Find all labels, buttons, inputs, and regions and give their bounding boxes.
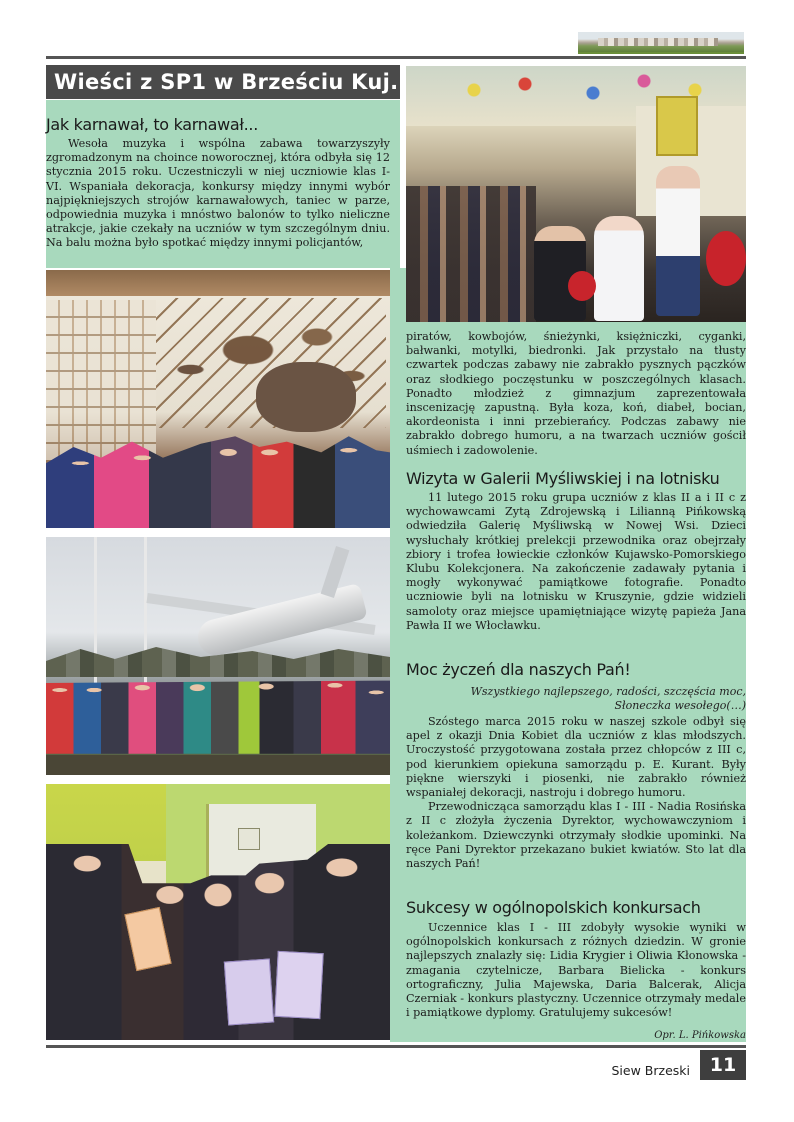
- photo-airfield: [46, 537, 390, 775]
- quote-line-1: Wszystkiego najlepszego, radości, szczęścia moc,: [470, 685, 746, 698]
- article-body-zyczenia: [406, 715, 746, 871]
- publication-name: Siew Brzeski: [611, 1063, 690, 1078]
- header-rule: [46, 56, 746, 59]
- article-body-karnawal-part2: [406, 330, 746, 458]
- page-number: 11: [700, 1050, 746, 1080]
- photo-carnival-ball: [406, 66, 746, 322]
- section-title: Wieści z SP1 w Brześciu Kuj.: [46, 65, 400, 99]
- header-village-photo: [578, 32, 744, 54]
- paragraph: piratów, kowbojów, śnieżynki, księżniczki, cyganki, bałwanki, motylki, biedronki. Jak przystało na tłusty czwartek podczas zabawy nie zabrakło pysznych pączków oraz słodkiego poczęstunku w poszczególnych klasach. Ponadto młodzież z gimnazjum zaprezentowała inscenizację zapustną. Była koza, koń, diabeł, bocian, akordeonista i inni przebierańcy. Podczas zabawy nie zabrakło dobrego humoru, a na twarzach uczniów gościł uśmiech i zadowolenie.: [406, 330, 746, 457]
- paragraph: 11 lutego 2015 roku grupa uczniów z klas II a i II c z wychowawcami Zytą Zdrojewską i Lilianną Pińkowską odwiedziła Galerię Myśliwską w Nowej Wsi. Dzieci wysłuchały krótkiej prelekcji przewodnika oraz obejrzały zbiory i trofea łowieckie członków Kujawsko-Pomorskiego Klubu Kolekcjonera. Na zakończenie zadawały pytania i mogły wykonywać pamiątkowe fotografie. Ponadto uczniowie byli na lotnisku w Kruszynie, gdzie widzieli samoloty oraz miejsce upamiętniające wizytę papieża Jana Pawła II we Włocławku.: [406, 491, 746, 632]
- article-body-karnawal-part1: [46, 137, 390, 251]
- article-heading-galeria: Wizyta w Galerii Myśliwskiej i na lotnisku: [406, 469, 720, 488]
- article-body-konkursy: [406, 921, 746, 1020]
- author-signature: Opr. L. Pińkowska: [654, 1030, 746, 1041]
- article-heading-konkursy: Sukcesy w ogólnopolskich konkursach: [406, 898, 701, 917]
- article-body-galeria: [406, 491, 746, 633]
- paragraph: Uczennice klas I - III zdobyły wysokie wyniki w ogólnopolskich konkursach z różnych dziedzin. W gronie najlepszych znalazły się: Lidia Krygier i Oliwia Kłonowska - zmagania czytelnicze, Barbara Bielicka - konkurs ortograficzny, Julia Majewska, Daria Balcerak, Alicja Czerniak - konkurs plastyczny. Uczennice otrzymały medale i pamiątkowe dyplomy. Gratulujemy sukcesów!: [406, 921, 746, 1020]
- paragraph: Szóstego marca 2015 roku w naszej szkole odbył się apel z okazji Dnia Kobiet dla uczniów z klas młodszych. Uroczystość przygotowana została przez chłopców z III c, pod kierunkiem opiekuna samorządu p. E. Kurant. Były piękne wierszyki i piosenki, nie zabrakło również wspaniałej dekoracji, nastroju i dobrego humoru.: [406, 715, 746, 800]
- photo-hunting-gallery: [46, 270, 390, 528]
- paragraph: Wesoła muzyka i wspólna zabawa towarzyszyły zgromadzonym na choince noworocznej, która odbyła się 12 stycznia 2015 roku. Uczestniczyli w niej uczniowie klas I- VI. Wspaniała dekoracja, konkursy między innymi wybór najpiękniejszych strojów karnawałowych, taniec w parze, odpowiednia muzyka i mnóstwo balonów to tylko nieliczne atrakcje, jakie czekały na uczniów w tym szczególnym dniu. Na balu można było spotkać między innymi policjantów,: [46, 137, 390, 250]
- photo-award-winners: [46, 784, 390, 1040]
- left-gutter-background: [390, 268, 406, 1042]
- quote-line-2: Słoneczka wesołego(…): [614, 699, 746, 712]
- article-heading-zyczenia: Moc życzeń dla naszych Pań!: [406, 660, 631, 679]
- paragraph: Przewodnicząca samorządu klas I - III - Nadia Rosińska z II c złożyła życzenia Dyrektor, wychowawczyniom i koleżankom. Dziewczynki otrzymały słodkie upominki. Na ręce Pani Dyrektor przekazano bukiet kwiatów. Sto lat dla naszych Pań!: [406, 800, 746, 871]
- article-heading-karnawal: Jak karnawał, to karnawał...: [46, 115, 258, 134]
- footer-rule: [46, 1045, 746, 1048]
